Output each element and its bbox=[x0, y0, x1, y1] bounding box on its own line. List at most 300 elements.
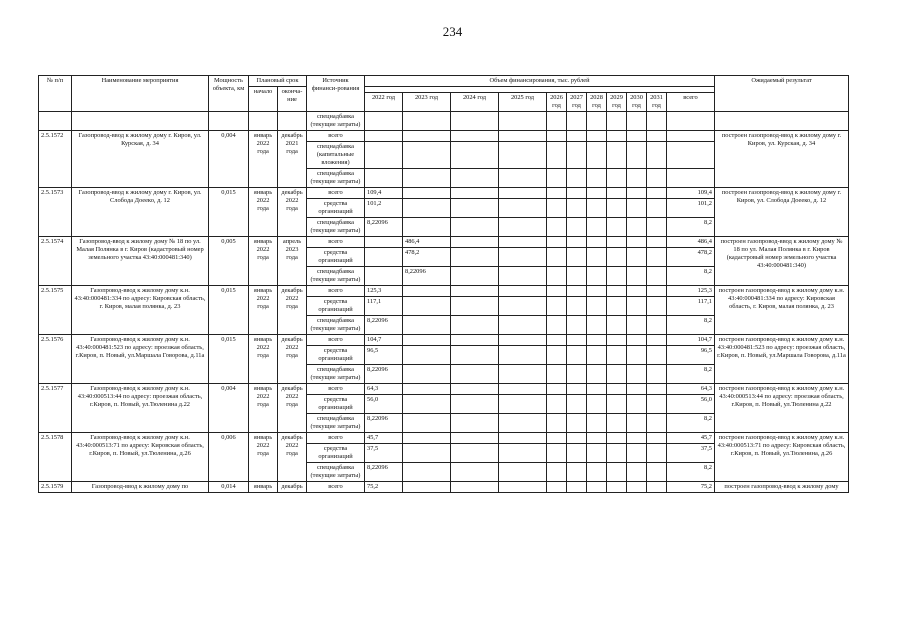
value-cell bbox=[451, 482, 499, 493]
value-cell bbox=[547, 433, 567, 444]
total-cell: 56,0 bbox=[667, 395, 715, 414]
value-cell bbox=[587, 286, 607, 297]
value-cell bbox=[567, 346, 587, 365]
capacity-cell: 0,015 bbox=[209, 188, 249, 237]
empty-cell bbox=[667, 112, 715, 131]
empty-cell bbox=[39, 112, 72, 131]
value-cell: 486,4 bbox=[403, 237, 451, 248]
value-cell bbox=[587, 365, 607, 384]
capacity-cell: 0,004 bbox=[209, 131, 249, 188]
source-cell: спецнадбавка (капитальные вложения) bbox=[307, 142, 365, 169]
value-cell bbox=[647, 131, 667, 142]
total-cell: 96,5 bbox=[667, 346, 715, 365]
value-cell bbox=[627, 199, 647, 218]
value-cell bbox=[451, 131, 499, 142]
value-cell bbox=[403, 142, 451, 169]
table-row bbox=[39, 384, 849, 395]
value-cell bbox=[567, 444, 587, 463]
value-cell bbox=[627, 237, 647, 248]
value-cell bbox=[403, 335, 451, 346]
value-cell: 8,22096 bbox=[365, 463, 403, 482]
source-cell: спецнадбавка (текущие затраты) bbox=[307, 169, 365, 188]
value-cell bbox=[499, 433, 547, 444]
value-cell bbox=[587, 346, 607, 365]
value-cell bbox=[567, 131, 587, 142]
year-header: 2027 год bbox=[567, 93, 587, 112]
source-cell: спецнадбавка (текущие затраты) bbox=[307, 365, 365, 384]
value-cell bbox=[627, 188, 647, 199]
value-cell bbox=[547, 142, 567, 169]
capacity-cell: 0,004 bbox=[209, 384, 249, 433]
value-cell bbox=[647, 384, 667, 395]
total-cell: 75,2 bbox=[667, 482, 715, 493]
value-cell bbox=[499, 286, 547, 297]
value-cell bbox=[451, 414, 499, 433]
source-cell: всего bbox=[307, 131, 365, 142]
total-cell bbox=[667, 169, 715, 188]
value-cell bbox=[607, 335, 627, 346]
value-cell bbox=[587, 267, 607, 286]
source-cell: всего bbox=[307, 188, 365, 199]
value-cell bbox=[547, 482, 567, 493]
table-row bbox=[39, 335, 849, 346]
row-number: 2.5.1576 bbox=[39, 335, 72, 384]
value-cell bbox=[499, 463, 547, 482]
value-cell: 8,22096 bbox=[403, 267, 451, 286]
value-cell: 8,22096 bbox=[365, 316, 403, 335]
value-cell bbox=[547, 237, 567, 248]
value-cell bbox=[607, 142, 627, 169]
value-cell bbox=[567, 316, 587, 335]
value-cell bbox=[567, 199, 587, 218]
value-cell bbox=[547, 335, 567, 346]
capacity-cell: 0,006 bbox=[209, 433, 249, 482]
total-cell: 8,2 bbox=[667, 267, 715, 286]
value-cell: 45,7 bbox=[365, 433, 403, 444]
value-cell bbox=[451, 316, 499, 335]
value-cell: 96,5 bbox=[365, 346, 403, 365]
empty-cell bbox=[499, 112, 547, 131]
event-name: Газопровод-ввод к жилому дому к.н. 43:40:000513:71 по адресу: Кировская область, г.Киров, п. Новый, ул.Тюленина, д.26 bbox=[72, 433, 209, 482]
value-cell bbox=[627, 169, 647, 188]
start-cell: январь 2022 года bbox=[249, 237, 278, 286]
empty-cell bbox=[587, 112, 607, 131]
value-cell bbox=[547, 188, 567, 199]
year-header: 2025 год bbox=[499, 93, 547, 112]
value-cell bbox=[451, 335, 499, 346]
value-cell bbox=[607, 199, 627, 218]
result-cell: построен газопровод-ввод к жилому дому № 18 по ул. Малая Полянка в г. Киров (кадастровый номер земельного участка 43:40:000481:340) bbox=[715, 237, 849, 286]
value-cell bbox=[547, 199, 567, 218]
start-cell: январь 2022 года bbox=[249, 335, 278, 384]
empty-cell bbox=[607, 112, 627, 131]
empty-cell bbox=[72, 112, 209, 131]
value-cell bbox=[567, 335, 587, 346]
value-cell bbox=[587, 297, 607, 316]
source-cell: средства организаций bbox=[307, 444, 365, 463]
value-cell bbox=[403, 365, 451, 384]
result-cell: построен газопровод-ввод к жилому дому к.н. 43:40:000513:71 по адресу: Кировская область, г.Киров, п. Новый, ул.Тюленина, д.26 bbox=[715, 433, 849, 482]
value-cell bbox=[647, 335, 667, 346]
value-cell bbox=[627, 286, 647, 297]
total-cell: 45,7 bbox=[667, 433, 715, 444]
value-cell bbox=[587, 188, 607, 199]
value-cell bbox=[499, 365, 547, 384]
end-cell: декабрь 2022 года bbox=[278, 188, 307, 237]
value-cell bbox=[587, 218, 607, 237]
end-cell: апрель 2023 года bbox=[278, 237, 307, 286]
total-cell: 101,2 bbox=[667, 199, 715, 218]
start-cell: январь 2022 года bbox=[249, 384, 278, 433]
value-cell bbox=[547, 316, 567, 335]
value-cell bbox=[607, 384, 627, 395]
total-cell: 8,2 bbox=[667, 463, 715, 482]
source-cell: спецнадбавка (текущие затраты) bbox=[307, 112, 365, 131]
row-number: 2.5.1575 bbox=[39, 286, 72, 335]
empty-cell bbox=[278, 112, 307, 131]
value-cell bbox=[499, 237, 547, 248]
col-num-header: № п/п bbox=[39, 76, 72, 112]
value-cell bbox=[587, 316, 607, 335]
value-cell bbox=[403, 433, 451, 444]
event-name: Газопровод-ввод к жилому дому по bbox=[72, 482, 209, 493]
value-cell bbox=[647, 297, 667, 316]
value-cell bbox=[547, 346, 567, 365]
value-cell: 101,2 bbox=[365, 199, 403, 218]
value-cell bbox=[547, 286, 567, 297]
source-cell: средства организаций bbox=[307, 346, 365, 365]
value-cell bbox=[451, 463, 499, 482]
value-cell bbox=[567, 286, 587, 297]
value-cell bbox=[403, 384, 451, 395]
value-cell bbox=[547, 365, 567, 384]
event-name: Газопровод-ввод к жилому дому г. Киров, ул. Слобода Доееко, д. 12 bbox=[72, 188, 209, 237]
value-cell bbox=[647, 482, 667, 493]
event-name: Газопровод-ввод к жилому дому к.н. 43:40:000513:44 по адресу: проезжая область, г.Киров, п. Новый, ул.Тюленина д.22 bbox=[72, 384, 209, 433]
row-number: 2.5.1572 bbox=[39, 131, 72, 188]
value-cell bbox=[627, 395, 647, 414]
total-cell: 104,7 bbox=[667, 335, 715, 346]
value-cell: 117,1 bbox=[365, 297, 403, 316]
value-cell bbox=[647, 237, 667, 248]
col-start-header: начало bbox=[249, 87, 278, 112]
value-cell bbox=[627, 131, 647, 142]
value-cell bbox=[499, 395, 547, 414]
end-cell: декабрь bbox=[278, 482, 307, 493]
value-cell bbox=[451, 365, 499, 384]
row-number: 2.5.1573 bbox=[39, 188, 72, 237]
value-cell bbox=[607, 237, 627, 248]
value-cell bbox=[567, 267, 587, 286]
total-cell: 8,2 bbox=[667, 414, 715, 433]
value-cell: 109,4 bbox=[365, 188, 403, 199]
empty-cell bbox=[249, 112, 278, 131]
source-cell: всего bbox=[307, 237, 365, 248]
value-cell: 8,22096 bbox=[365, 365, 403, 384]
total-cell: 8,2 bbox=[667, 365, 715, 384]
event-name: Газопровод-ввод к жилому дому к.н. 43:40:000481:334 по адресу: Кировская область, г. Киров, малая полянка, д. 23 bbox=[72, 286, 209, 335]
value-cell bbox=[647, 248, 667, 267]
source-cell: всего bbox=[307, 384, 365, 395]
row-number: 2.5.1579 bbox=[39, 482, 72, 493]
value-cell bbox=[647, 199, 667, 218]
value-cell: 75,2 bbox=[365, 482, 403, 493]
value-cell bbox=[607, 169, 627, 188]
value-cell bbox=[607, 248, 627, 267]
value-cell bbox=[627, 463, 647, 482]
value-cell bbox=[499, 346, 547, 365]
value-cell bbox=[567, 482, 587, 493]
source-cell: спецнадбавка (текущие затраты) bbox=[307, 414, 365, 433]
start-cell: январь 2022 года bbox=[249, 433, 278, 482]
total-cell: 37,5 bbox=[667, 444, 715, 463]
value-cell bbox=[567, 297, 587, 316]
empty-cell bbox=[627, 112, 647, 131]
value-cell bbox=[567, 433, 587, 444]
value-cell bbox=[627, 365, 647, 384]
value-cell bbox=[627, 248, 647, 267]
value-cell bbox=[607, 267, 627, 286]
value-cell: 104,7 bbox=[365, 335, 403, 346]
value-cell bbox=[451, 395, 499, 414]
value-cell bbox=[451, 218, 499, 237]
total-cell bbox=[667, 142, 715, 169]
total-cell: 125,3 bbox=[667, 286, 715, 297]
end-cell: декабрь 2022 года bbox=[278, 335, 307, 384]
value-cell bbox=[451, 267, 499, 286]
total-cell bbox=[667, 131, 715, 142]
value-cell bbox=[627, 433, 647, 444]
value-cell bbox=[607, 346, 627, 365]
value-cell bbox=[647, 444, 667, 463]
year-header: 2022 год bbox=[365, 93, 403, 112]
value-cell bbox=[627, 384, 647, 395]
value-cell bbox=[499, 297, 547, 316]
value-cell bbox=[499, 199, 547, 218]
value-cell bbox=[587, 237, 607, 248]
total-header: всего bbox=[667, 93, 715, 112]
value-cell bbox=[567, 248, 587, 267]
value-cell bbox=[499, 169, 547, 188]
value-cell bbox=[607, 316, 627, 335]
table-row bbox=[39, 433, 849, 444]
value-cell bbox=[499, 131, 547, 142]
value-cell bbox=[451, 188, 499, 199]
empty-cell bbox=[365, 112, 403, 131]
result-cell: построен газопровод-ввод к жилому дому г. Киров, ул. Курская, д. 34 bbox=[715, 131, 849, 188]
col-capacity-header: Мощность объекта, км bbox=[209, 76, 249, 112]
value-cell bbox=[587, 335, 607, 346]
value-cell bbox=[567, 463, 587, 482]
value-cell bbox=[607, 482, 627, 493]
value-cell bbox=[567, 365, 587, 384]
value-cell bbox=[547, 297, 567, 316]
value-cell bbox=[647, 286, 667, 297]
capacity-cell: 0,014 bbox=[209, 482, 249, 493]
year-header: 2028 год bbox=[587, 93, 607, 112]
value-cell bbox=[547, 395, 567, 414]
value-cell bbox=[607, 395, 627, 414]
value-cell bbox=[647, 365, 667, 384]
end-cell: декабрь 2022 года bbox=[278, 286, 307, 335]
value-cell bbox=[647, 267, 667, 286]
value-cell bbox=[403, 444, 451, 463]
empty-cell bbox=[547, 112, 567, 131]
total-cell: 109,4 bbox=[667, 188, 715, 199]
value-cell bbox=[451, 433, 499, 444]
value-cell bbox=[547, 463, 567, 482]
source-cell: спецнадбавка (текущие затраты) bbox=[307, 463, 365, 482]
value-cell bbox=[451, 199, 499, 218]
value-cell bbox=[607, 218, 627, 237]
table-row bbox=[39, 188, 849, 199]
value-cell bbox=[499, 335, 547, 346]
event-name: Газопровод-ввод к жилому дому № 18 по ул. Малая Полянка в г. Киров (кадастровый номер земельного участка 43:40:000481:340) bbox=[72, 237, 209, 286]
value-cell bbox=[547, 248, 567, 267]
col-end-header: оконча-ние bbox=[278, 87, 307, 112]
start-cell: январь 2022 года bbox=[249, 286, 278, 335]
value-cell bbox=[365, 237, 403, 248]
value-cell bbox=[403, 316, 451, 335]
source-cell: всего bbox=[307, 433, 365, 444]
total-cell: 478,2 bbox=[667, 248, 715, 267]
value-cell: 8,22096 bbox=[365, 414, 403, 433]
value-cell bbox=[587, 142, 607, 169]
header-row-1 bbox=[39, 76, 849, 87]
value-cell bbox=[607, 444, 627, 463]
year-header: 2026 год bbox=[547, 93, 567, 112]
value-cell bbox=[403, 188, 451, 199]
start-cell: январь 2022 года bbox=[249, 188, 278, 237]
value-cell bbox=[567, 169, 587, 188]
value-cell bbox=[403, 463, 451, 482]
value-cell bbox=[451, 286, 499, 297]
value-cell bbox=[499, 188, 547, 199]
value-cell bbox=[647, 463, 667, 482]
col-term-header: Плановый срок bbox=[249, 76, 307, 87]
result-cell: построен газопровод-ввод к жилому дому к.н. 43:40:000481:334 по адресу: Кировская область, г. Киров, малая полянка, д. 23 bbox=[715, 286, 849, 335]
value-cell: 125,3 bbox=[365, 286, 403, 297]
year-header: 2031 год bbox=[647, 93, 667, 112]
result-cell: построен газопровод-ввод к жилому дому к.н. 43:40:000481:523 по адресу: проезжая область, г.Киров, п. Новый, ул.Маршала Говорова, д.11а bbox=[715, 335, 849, 384]
value-cell bbox=[627, 267, 647, 286]
value-cell bbox=[567, 384, 587, 395]
value-cell bbox=[627, 297, 647, 316]
value-cell bbox=[587, 463, 607, 482]
value-cell bbox=[365, 169, 403, 188]
value-cell bbox=[627, 335, 647, 346]
financing-table bbox=[38, 75, 849, 493]
row-number: 2.5.1574 bbox=[39, 237, 72, 286]
total-cell: 117,1 bbox=[667, 297, 715, 316]
value-cell bbox=[403, 169, 451, 188]
col-result-header: Ожидаемый результат bbox=[715, 76, 849, 112]
value-cell bbox=[567, 188, 587, 199]
empty-cell bbox=[715, 112, 849, 131]
year-header: 2024 год bbox=[451, 93, 499, 112]
value-cell bbox=[451, 346, 499, 365]
value-cell bbox=[365, 131, 403, 142]
value-cell bbox=[403, 414, 451, 433]
value-cell bbox=[647, 346, 667, 365]
value-cell bbox=[451, 297, 499, 316]
value-cell bbox=[567, 395, 587, 414]
value-cell bbox=[403, 131, 451, 142]
value-cell bbox=[403, 297, 451, 316]
value-cell bbox=[647, 169, 667, 188]
value-cell bbox=[365, 267, 403, 286]
value-cell bbox=[587, 248, 607, 267]
col-sources-header: Источник финанси-рования bbox=[307, 76, 365, 112]
value-cell bbox=[547, 131, 567, 142]
end-cell: декабрь 2021 года bbox=[278, 131, 307, 188]
value-cell bbox=[587, 414, 607, 433]
value-cell bbox=[499, 384, 547, 395]
start-cell: январь 2022 года bbox=[249, 131, 278, 188]
value-cell bbox=[607, 297, 627, 316]
row-number: 2.5.1577 bbox=[39, 384, 72, 433]
value-cell bbox=[403, 395, 451, 414]
total-cell: 64,3 bbox=[667, 384, 715, 395]
value-cell bbox=[607, 414, 627, 433]
value-cell bbox=[451, 142, 499, 169]
empty-cell bbox=[647, 112, 667, 131]
table-row bbox=[39, 286, 849, 297]
total-cell: 486,4 bbox=[667, 237, 715, 248]
value-cell bbox=[499, 267, 547, 286]
table-row bbox=[39, 131, 849, 142]
value-cell bbox=[451, 384, 499, 395]
value-cell: 37,5 bbox=[365, 444, 403, 463]
value-cell bbox=[499, 142, 547, 169]
value-cell bbox=[607, 131, 627, 142]
event-name: Газопровод-ввод к жилому дому г. Киров, ул. Курская, д. 34 bbox=[72, 131, 209, 188]
value-cell bbox=[647, 395, 667, 414]
value-cell: 8,22096 bbox=[365, 218, 403, 237]
value-cell bbox=[547, 267, 567, 286]
value-cell bbox=[451, 444, 499, 463]
source-cell: всего bbox=[307, 335, 365, 346]
value-cell bbox=[403, 199, 451, 218]
value-cell bbox=[499, 482, 547, 493]
value-cell bbox=[627, 142, 647, 169]
value-cell bbox=[587, 444, 607, 463]
empty-cell bbox=[403, 112, 451, 131]
value-cell bbox=[365, 142, 403, 169]
source-cell: всего bbox=[307, 286, 365, 297]
value-cell bbox=[647, 316, 667, 335]
value-cell bbox=[587, 395, 607, 414]
value-cell bbox=[627, 218, 647, 237]
col-volume-header: Объем финансирования, тыс. рублей bbox=[365, 76, 715, 87]
source-cell: спецнадбавка (текущие затраты) bbox=[307, 218, 365, 237]
value-cell bbox=[587, 482, 607, 493]
value-cell bbox=[647, 188, 667, 199]
empty-cell bbox=[451, 112, 499, 131]
value-cell bbox=[587, 199, 607, 218]
source-cell: средства организаций bbox=[307, 297, 365, 316]
value-cell bbox=[547, 218, 567, 237]
page-number: 234 bbox=[442, 24, 463, 39]
total-cell: 8,2 bbox=[667, 316, 715, 335]
year-header: 2029 год bbox=[607, 93, 627, 112]
result-cell: построен газопровод-ввод к жилому дому к.н. 43:40:000513:44 по адресу: проезжая область, г.Киров, п. Новый, ул.Тюленина д.22 bbox=[715, 384, 849, 433]
value-cell bbox=[451, 237, 499, 248]
value-cell bbox=[499, 316, 547, 335]
value-cell bbox=[647, 414, 667, 433]
value-cell bbox=[499, 248, 547, 267]
source-cell: средства организаций bbox=[307, 248, 365, 267]
